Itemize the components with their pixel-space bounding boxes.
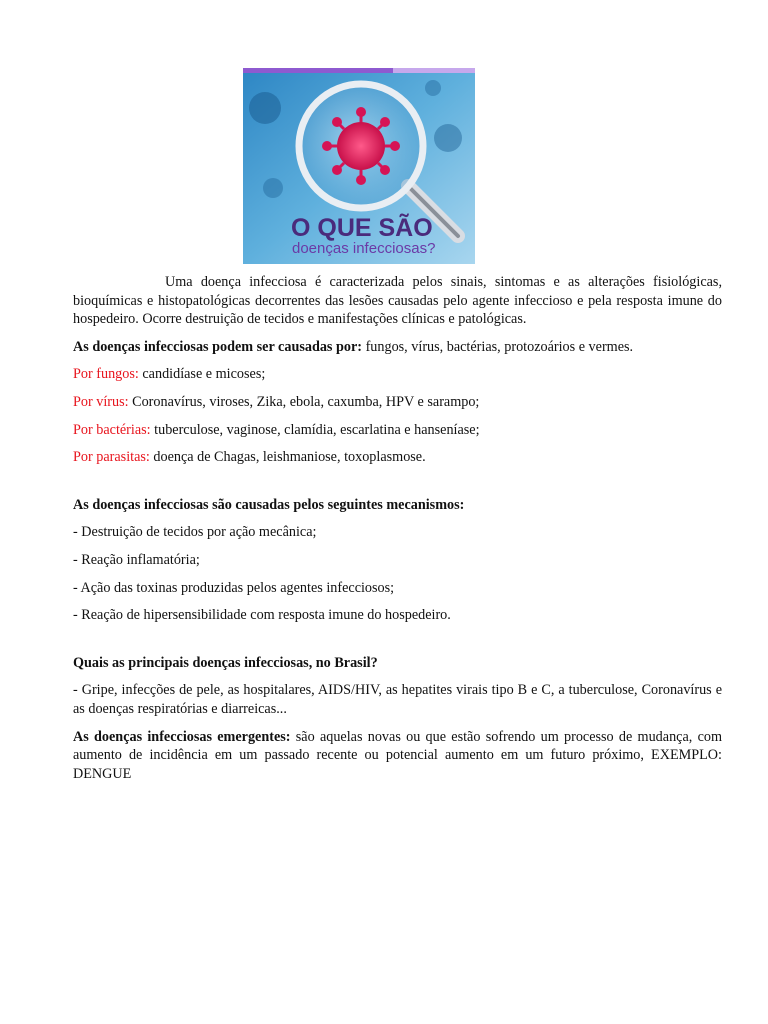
agent-text: candidíase e micoses; (138, 366, 266, 383)
mechanism-item: - Destruição de tecidos por ação mecânica; (73, 524, 317, 541)
causes-paragraph (73, 338, 722, 357)
brazil-paragraph: - Gripe, infecções de pele, as hospitalares, AIDS/HIV, as hepatites virais tipo B e C, a tuberculose, Coronavírus e as doenças respiratórias e diarreicas... (73, 682, 722, 717)
agent-label: Por fungos: (73, 366, 139, 383)
emerging-heading: As doenças infecciosas emergentes: (73, 728, 291, 745)
banner-subtitle: doenças infecciosas? (292, 240, 436, 257)
mechanism-item: - Reação de hipersensibilidade com resposta imune do hospedeiro. (73, 607, 451, 624)
agent-item (73, 421, 722, 440)
agent-label: Por vírus: (73, 393, 129, 410)
mechanism-item: - Reação inflamatória; (73, 551, 200, 568)
mechanism-item: - Ação das toxinas produzidas pelos agentes infecciosos; (73, 579, 395, 596)
causes-text: fungos, vírus, bactérias, protozoários e vermes. (362, 338, 634, 355)
agent-label: Por parasitas: (73, 449, 150, 466)
emerging-text: são aquelas novas ou que estão sofrendo um processo de mudança, com aumento de incidência em um passado recente ou potencial aumento em um futuro próximo, EXEMPLO: DENGUE (73, 728, 722, 782)
mechanisms-heading (73, 496, 722, 515)
emerging-paragraph (73, 728, 722, 784)
causes-heading: As doenças infecciosas podem ser causadas por: (73, 338, 363, 355)
intro-paragraph: Uma doença infecciosa é caracterizada pelos sinais, sintomas e as alterações fisiológicas, bioquímicas e histopatológicas decorrentes das lesões causadas pelo agente infeccioso e pela resposta imune do hospedeiro. Ocorre destruição de tecidos e manifestações clínicas e patológicas. (73, 274, 722, 328)
spacer (73, 634, 722, 654)
agent-text: tuberculose, vaginose, clamídia, escarlatina e hanseníase; (150, 421, 480, 438)
document-body (73, 273, 722, 792)
agent-label: Por bactérias: (73, 421, 151, 438)
brazil-heading (73, 654, 722, 673)
agent-item (73, 448, 722, 467)
agent-item (73, 365, 722, 384)
agent-text: Coronavírus, viroses, Zika, ebola, caxumba, HPV e sarampo; (128, 393, 480, 410)
agent-text: doença de Chagas, leishmaniose, toxoplasmose. (149, 449, 426, 466)
mechanisms-heading-text: As doenças infecciosas são causadas pelos seguintes mecanismos: (73, 496, 465, 513)
agent-item (73, 393, 722, 412)
banner-title: O QUE SÃO (291, 214, 433, 242)
banner-image (243, 68, 475, 264)
virus-magnifier-illustration (243, 68, 475, 264)
spacer (73, 476, 722, 496)
brazil-heading-text: Quais as principais doenças infecciosas, no Brasil? (73, 654, 378, 671)
